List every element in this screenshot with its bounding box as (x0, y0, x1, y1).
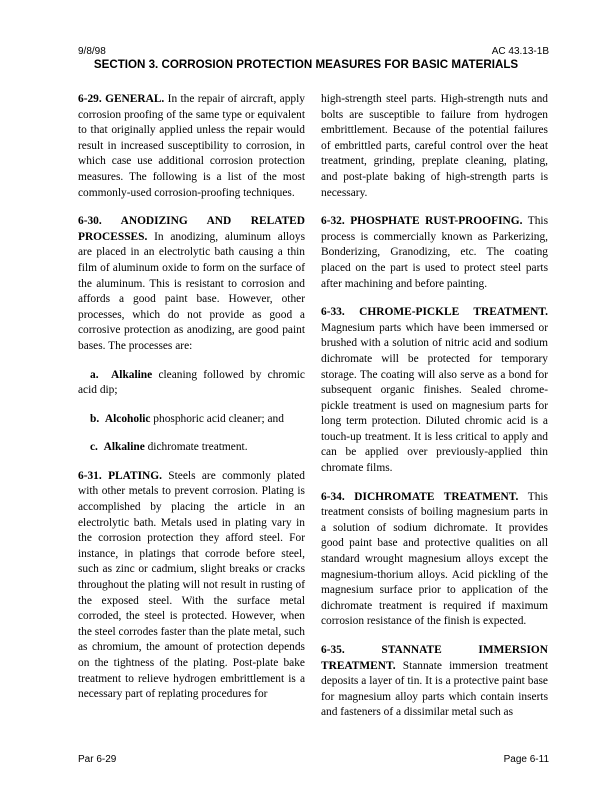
right-column (321, 92, 548, 734)
item-keyword: Alkaline (111, 368, 153, 381)
footer-paragraph-ref: Par 6-29 (78, 754, 117, 765)
item-keyword: Alkaline (103, 441, 145, 454)
heading-6-32: 6-32. PHOSPHATE RUST-PROOFING. (321, 215, 523, 228)
paragraph-6-30 (78, 214, 305, 354)
heading-6-30: 6-30. ANODIZING AND RELATED PROCESSES. (78, 215, 305, 243)
header-date: 9/8/98 (78, 46, 106, 57)
paragraph-6-35 (321, 643, 548, 721)
list-item-c (78, 440, 305, 456)
paragraph-6-31-continued (321, 92, 548, 201)
heading-6-35: 6-35. STANNATE IMMERSION TREATMENT. (321, 644, 548, 672)
paragraph-6-29 (78, 92, 305, 201)
text-6-30: In anodizing, aluminum alloys are placed in an electrolytic bath causing a thin film of aluminum oxide to form on the surface of the aluminum. This is resistant to corrosion and affords a good paint base. However, other processes, which do not provide as good a corrosive protection as anodizing, are good paint bases. The processes are: (78, 230, 305, 352)
heading-6-29: 6-29. GENERAL. (78, 93, 165, 105)
left-column (78, 92, 305, 716)
heading-6-33: 6-33. CHROME-PICKLE TREATMENT. (321, 306, 548, 319)
list-item-b (78, 412, 305, 428)
text-6-34: This treatment consists of boiling magnesium parts in a solution of sodium dichromate. It provides good paint base and protective qualities on all standard wrought magnesium alloys except the magnesium-thorium alloys. Acid pickling of the magnesium surface prior to application of the dichromate treatment is required if maximum corrosion resistance of the finish is expected. (321, 490, 548, 628)
item-label: c. (90, 441, 98, 454)
heading-6-31: 6-31. PLATING. (78, 469, 162, 482)
paragraph-6-31 (78, 469, 305, 703)
section-title: SECTION 3. CORROSION PROTECTION MEASURES FOR BASIC MATERIALS (93, 58, 519, 71)
text-6-31-continued: high-strength steel parts. High-strength nuts and bolts are susceptible to failure from hydrogen embrittlement. Because of the potential failures of embrittled parts, careful control over the heat treatment, grinding, preplate cleaning, plating, and post-plate baking of high-strength parts is necessary. (321, 93, 548, 199)
paragraph-6-34 (321, 490, 548, 630)
footer-page-number: Page 6-11 (503, 754, 549, 765)
text-6-35: Stannate immersion treatment deposits a layer of tin. It is a protective paint base for magnesium alloy parts which contain inserts and fasteners of a dissimilar metal such as (321, 659, 548, 719)
text-6-33: Magnesium parts which have been immersed or brushed with a solution of nitric acid and sodium dichromate will be protected for temporary storage. The coating will also serve as a bond for subsequent organic finishes. Sealed chrome-pickle treatment is used on magnesium parts for long term protection. Diluted chromic acid is a touch-up treatment. It is less critical to apply and can be applied over previously-applied thin chromate films. (321, 321, 548, 475)
item-keyword: Alcoholic (104, 412, 151, 425)
text-6-31: Steels are commonly plated with other metals to prevent corrosion. Plating is accomplished by placing the article in an electrolytic bath. Metals used in plating vary in the corrosion protection they afford steel. For instance, in platings that corrode before steel, such as zinc or cadmium, slight breaks or cracks throughout the plating will not result in rusting of the exposed steel. With the surface metal corroded, the steel is protected. However, when the steel corrodes faster than the plate metal, such as chromium, the amount of protection depends on the tightness of the plating. Post-plate bake treatment to relieve hydrogen embrittlement is a necessary part of replating procedures for (78, 469, 305, 701)
item-label: b. (90, 412, 100, 425)
heading-6-34: 6-34. DICHROMATE TREATMENT. (321, 490, 519, 503)
text-6-32: This process is commercially known as Parkerizing, Bonderizing, Granodizing, etc. The coating placed on the part is used to protect steel parts after machining and before painting. (321, 215, 548, 290)
text-6-29: In the repair of aircraft, apply corrosion proofing of the same type or equivalent to that originally applied unless the repair would result in increased susceptibility to corrosion, in which case use additional corrosion protection measures. The following is a list of the most commonly-used corrosion-proofing techniques. (78, 93, 305, 199)
header-doc-id: AC 43.13-1B (491, 46, 549, 57)
item-text: phosphoric acid cleaner; and (150, 412, 284, 425)
item-label: a. (90, 368, 99, 381)
list-item-a (78, 368, 305, 399)
item-text: dichromate treatment. (144, 441, 248, 454)
item-text: cleaning followed by chromic acid dip; (78, 368, 305, 397)
paragraph-6-33 (321, 305, 548, 477)
paragraph-6-32 (321, 214, 548, 292)
